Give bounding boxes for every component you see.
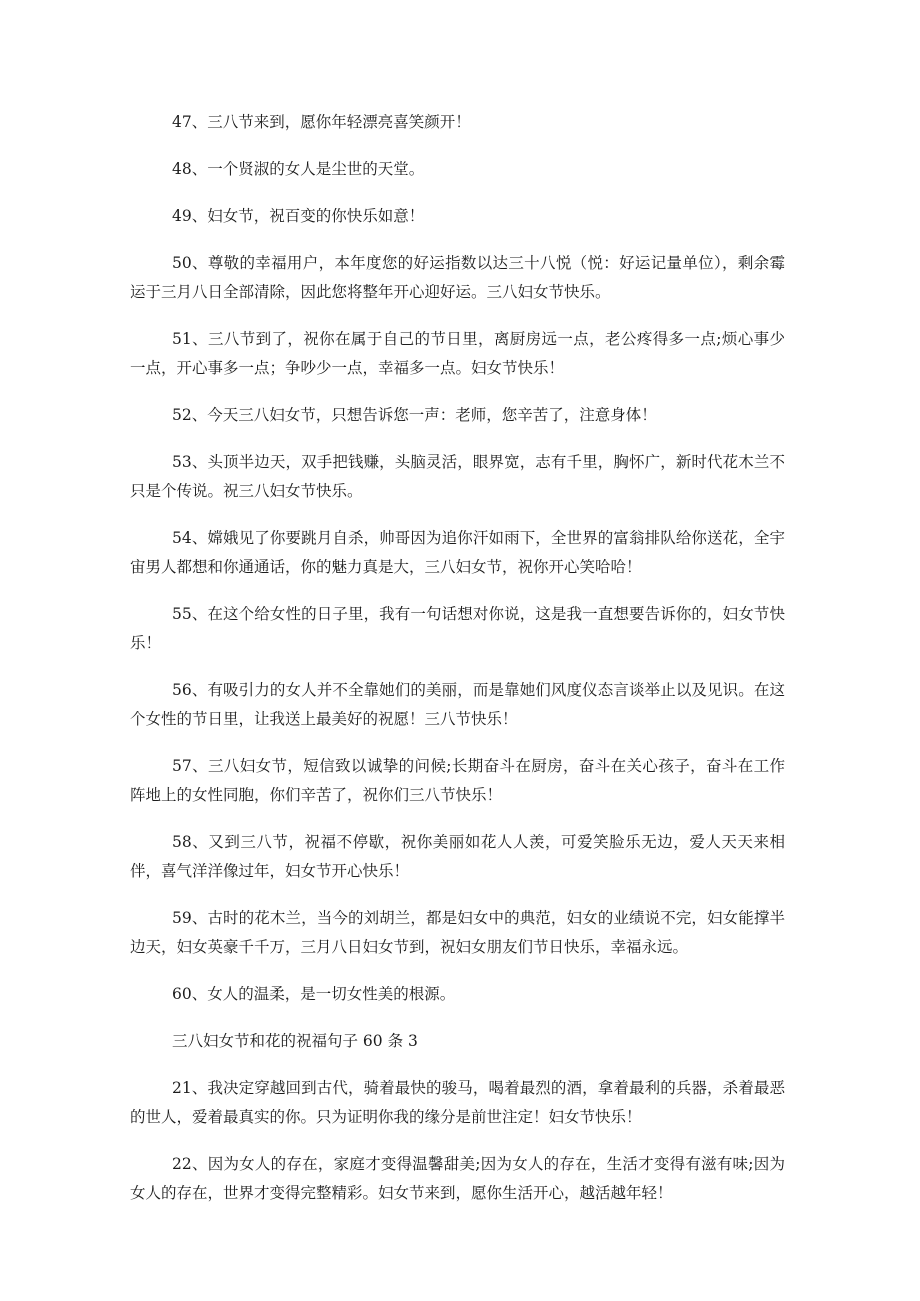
- document-body: [130, 108, 785, 1226]
- wish-item-54: 54、嫦娥见了你要跳月自杀，帅哥因为追你汗如雨下，全世界的富翁排队给你送花，全宇宙男人都想和你通通话，你的魅力真是大，三八妇女节，祝你开心笑哈哈！: [130, 529, 785, 576]
- wish-item-47: 47、三八节来到，愿你年轻漂亮喜笑颜开！: [172, 113, 471, 131]
- wish-item-59: 59、古时的花木兰，当今的刘胡兰，都是妇女中的典范，妇女的业绩说不完，妇女能撑半边天，妇女英豪千千万，三月八日妇女节到，祝妇女朋友们节日快乐，幸福永远。: [130, 909, 785, 956]
- wish-item-57: 57、三八妇女节，短信致以诚挚的问候;长期奋斗在厨房，奋斗在关心孩子，奋斗在工作阵地上的女性同胞，你们辛苦了，祝你们三八节快乐！: [130, 757, 785, 804]
- wish-item-52: 52、今天三八妇女节，只想告诉您一声：老师，您辛苦了，注意身体！: [172, 406, 657, 424]
- wish-item-50: 50、尊敬的幸福用户，本年度您的好运指数以达三十八悦（悦：好运记量单位），剩余霉运于三月八日全部清除，因此您将整年开心迎好运。三八妇女节快乐。: [130, 254, 785, 301]
- wish-item-58: 58、又到三八节，祝福不停歇，祝你美丽如花人人羡，可爱笑脸乐无边，爱人天天来相伴，喜气洋洋像过年，妇女节开心快乐！: [130, 833, 785, 880]
- wish-item-21: 21、我决定穿越回到古代，骑着最快的骏马，喝着最烈的酒，拿着最利的兵器，杀着最恶的世人，爱着最真实的你。只为证明你我的缘分是前世注定！妇女节快乐！: [130, 1079, 785, 1126]
- wish-item-48: 48、一个贤淑的女人是尘世的天堂。: [172, 160, 425, 178]
- wish-item-60: 60、女人的温柔，是一切女性美的根源。: [172, 985, 456, 1003]
- wish-item-51: 51、三八节到了，祝你在属于自己的节日里，离厨房远一点，老公疼得多一点;烦心事少一点，开心事多一点；争吵少一点，幸福多一点。妇女节快乐！: [130, 330, 785, 377]
- wish-item-22: 22、因为女人的存在，家庭才变得温馨甜美;因为女人的存在，生活才变得有滋有味;因为女人的存在，世界才变得完整精彩。妇女节来到，愿你生活开心，越活越年轻！: [130, 1155, 785, 1202]
- wish-item-53: 53、头顶半边天，双手把钱赚，头脑灵活，眼界宽，志有千里，胸怀广，新时代花木兰不只是个传说。祝三八妇女节快乐。: [130, 453, 785, 500]
- wish-item-56: 56、有吸引力的女人并不全靠她们的美丽，而是靠她们风度仪态言谈举止以及见识。在这个女性的节日里，让我送上最美好的祝愿！三八节快乐！: [130, 681, 785, 728]
- wish-item-49: 49、妇女节，祝百变的你快乐如意！: [172, 207, 425, 225]
- wish-item-55: 55、在这个给女性的日子里，我有一句话想对你说，这是我一直想要告诉你的，妇女节快乐！: [130, 605, 785, 652]
- section-title: 三八妇女节和花的祝福句子 60 条 3: [172, 1032, 418, 1050]
